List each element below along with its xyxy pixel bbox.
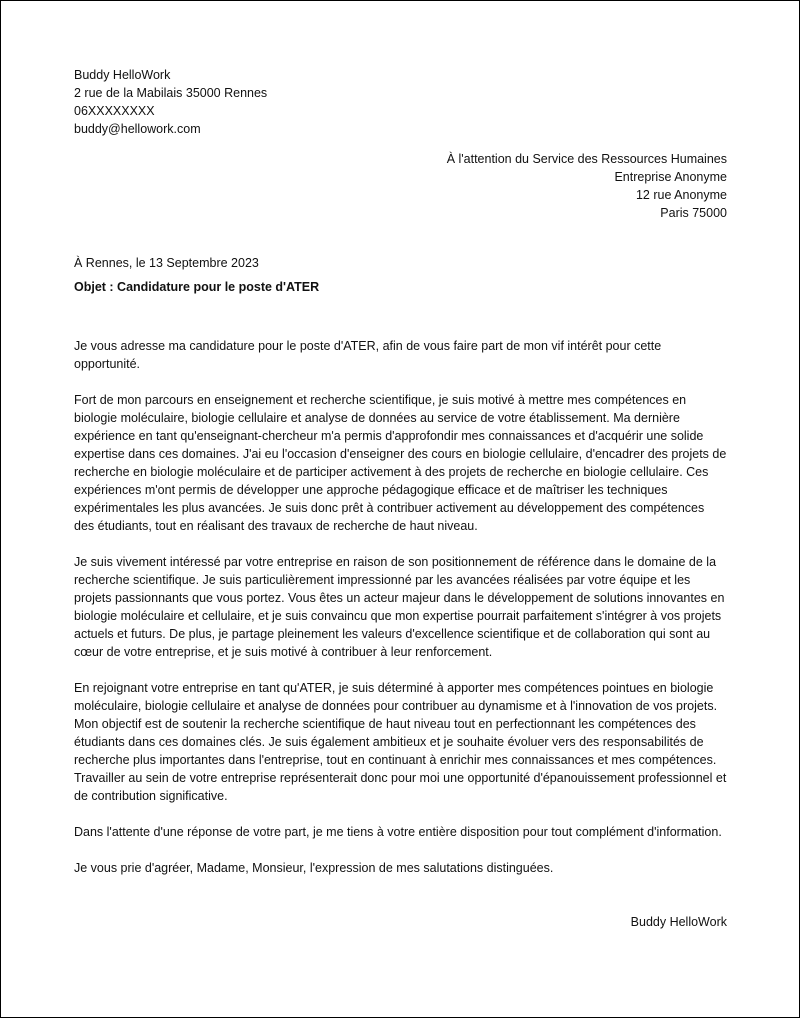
recipient-street: 12 rue Anonyme	[635, 188, 727, 202]
signature: Buddy HelloWork	[630, 915, 727, 929]
letter-body	[74, 337, 727, 877]
subject-line: Objet : Candidature pour le poste d'ATER	[74, 280, 320, 294]
paragraph-background: Fort de mon parcours en enseignement et recherche scientifique, je suis motivé à mettre mes compétences en biologie moléculaire, biologie cellulaire et analyse de données au service de votre établissement. Ma dernière expérience en tant qu'enseignant-chercheur m'a permis d'approfondir mes connaissances et d'acquérir une solide expertise dans ces domaines. J'ai eu l'occasion d'enseigner des cours en biologie cellulaire, d'encadrer des projets de recherche en biologie moléculaire et de participer activement à des projets de recherche en biologie cellulaire. Ces expériences m'ont permis de développer une approche pédagogique efficace et de maîtriser les techniques expérimentales les plus avancées. Je suis donc prêt à contribuer activement au développement des compétences des étudiants, tout en réalisant des travaux de recherche de haut niveau.	[74, 393, 727, 533]
sender-name: Buddy HelloWork	[74, 68, 171, 82]
sender-address: 2 rue de la Mabilais 35000 Rennes	[74, 86, 268, 100]
paragraph-company-interest: Je suis vivement intéressé par votre entreprise en raison de son positionnement de référence dans le domaine de la recherche scientifique. Je suis particulièrement impressionné par les avancées réalisées par votre équipe et les projets passionnants que vous portez. Vous êtes un acteur majeur dans le développement de solutions innovantes en biologie moléculaire et cellulaire, et je suis convaincu que mon expertise pourrait parfaitement s'intégrer à vos projets actuels et futurs. De plus, je partage pleinement les valeurs d'excellence scientifique et de collaboration qui sont au cœur de votre entreprise, et je suis motivé à contribuer à leur renforcement.	[74, 555, 725, 659]
recipient-company: Entreprise Anonyme	[614, 170, 727, 184]
sender-email: buddy@hellowork.com	[74, 122, 201, 136]
sender-phone: 06XXXXXXXX	[74, 104, 155, 118]
recipient-block	[74, 150, 727, 222]
paragraph-availability: Dans l'attente d'une réponse de votre part, je me tiens à votre entière disposition pour tout complément d'information.	[74, 825, 722, 839]
date-line: À Rennes, le 13 Septembre 2023	[74, 256, 259, 270]
paragraph-intro: Je vous adresse ma candidature pour le poste d'ATER, afin de vous faire part de mon vif intérêt pour cette opportunité.	[74, 339, 662, 371]
paragraph-motivation: En rejoignant votre entreprise en tant qu'ATER, je suis déterminé à apporter mes compétences pointues en biologie moléculaire, biologie cellulaire et analyse de données pour contribuer au dynamisme et à l'innovation de vos projets. Mon objectif est de soutenir la recherche scientifique de haut niveau tout en perfectionnant les compétences des étudiants dans ces domaines clés. Je suis également ambitieux et je souhaite évoluer vers des responsabilités de recherche plus importantes dans l'entreprise, tout en continuant à enrichir mes connaissances et mes compétences. Travailler au sein de votre entreprise représenterait donc pour moi une opportunité d'épanouissement professionnel et de contribution significative.	[74, 681, 727, 803]
recipient-city: Paris 75000	[660, 206, 727, 220]
sender-block	[74, 66, 727, 138]
paragraph-closing: Je vous prie d'agréer, Madame, Monsieur, l'expression de mes salutations distinguées.	[74, 861, 554, 875]
recipient-attention: À l'attention du Service des Ressources Humaines	[446, 152, 727, 166]
